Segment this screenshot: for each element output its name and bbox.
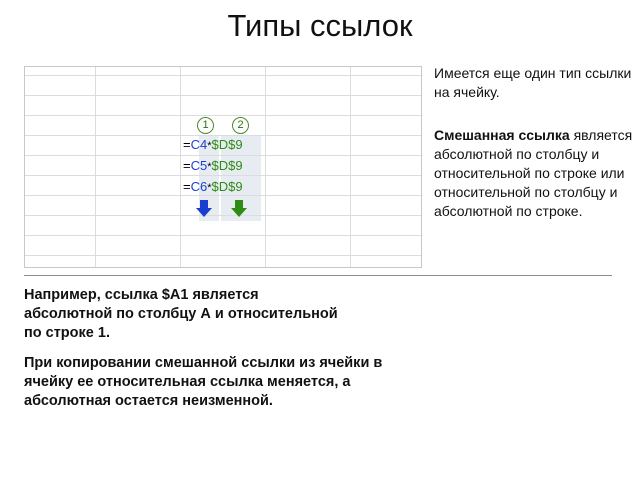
formula-equals: = [183,179,191,194]
formula-absolute-ref: $D$9 [211,137,243,152]
copy-behavior-paragraph: При копировании смешанной ссылки из ячейки в ячейку ее относительная ссылка меняется, а абсолютная остается неизменной. [24,355,383,409]
grid-line [25,255,421,256]
slide-title: Типы ссылок [227,8,413,43]
formula-equals: = [183,158,191,173]
formula-row [183,135,303,155]
example-paragraph: Например, ссылка $A1 является абсолютной по столбцу А и относительной по строке 1. [24,287,338,341]
formula-multiply: * [207,182,212,194]
divider-line [24,275,612,276]
formula-multiply: * [207,140,212,152]
grid-line [25,95,421,96]
spreadsheet-illustration [24,66,422,268]
grid-line [25,75,421,76]
marker-1: 1 [197,117,214,134]
formula-multiply: * [207,161,212,173]
grid-line [180,67,181,267]
formula-relative-ref: C4 [190,137,208,152]
formula-row [183,156,303,176]
formula-relative-ref: C6 [190,179,208,194]
grid-line [25,115,421,116]
grid-line [350,67,351,267]
marker-2: 2 [232,117,249,134]
formula-row [183,177,303,197]
mixed-reference-term: Смешанная ссылка [434,127,570,143]
grid-line [25,235,421,236]
formula-relative-ref: C5 [190,158,208,173]
grid-line [25,215,421,216]
arrow-down-green-icon [230,199,248,219]
formula-equals: = [183,137,191,152]
arrow-down-blue-icon [195,199,213,219]
formula-absolute-ref: $D$9 [211,158,243,173]
mixed-reference-description: является абсолютной по столбцу и относительной по строке или относительной по столбцу и абсолютной по строке. [434,127,633,219]
mixed-reference-definition [434,126,634,221]
intro-text: Имеется еще один тип ссылки на ячейку. [434,65,632,100]
formula-absolute-ref: $D$9 [211,179,243,194]
grid-line [95,67,96,267]
